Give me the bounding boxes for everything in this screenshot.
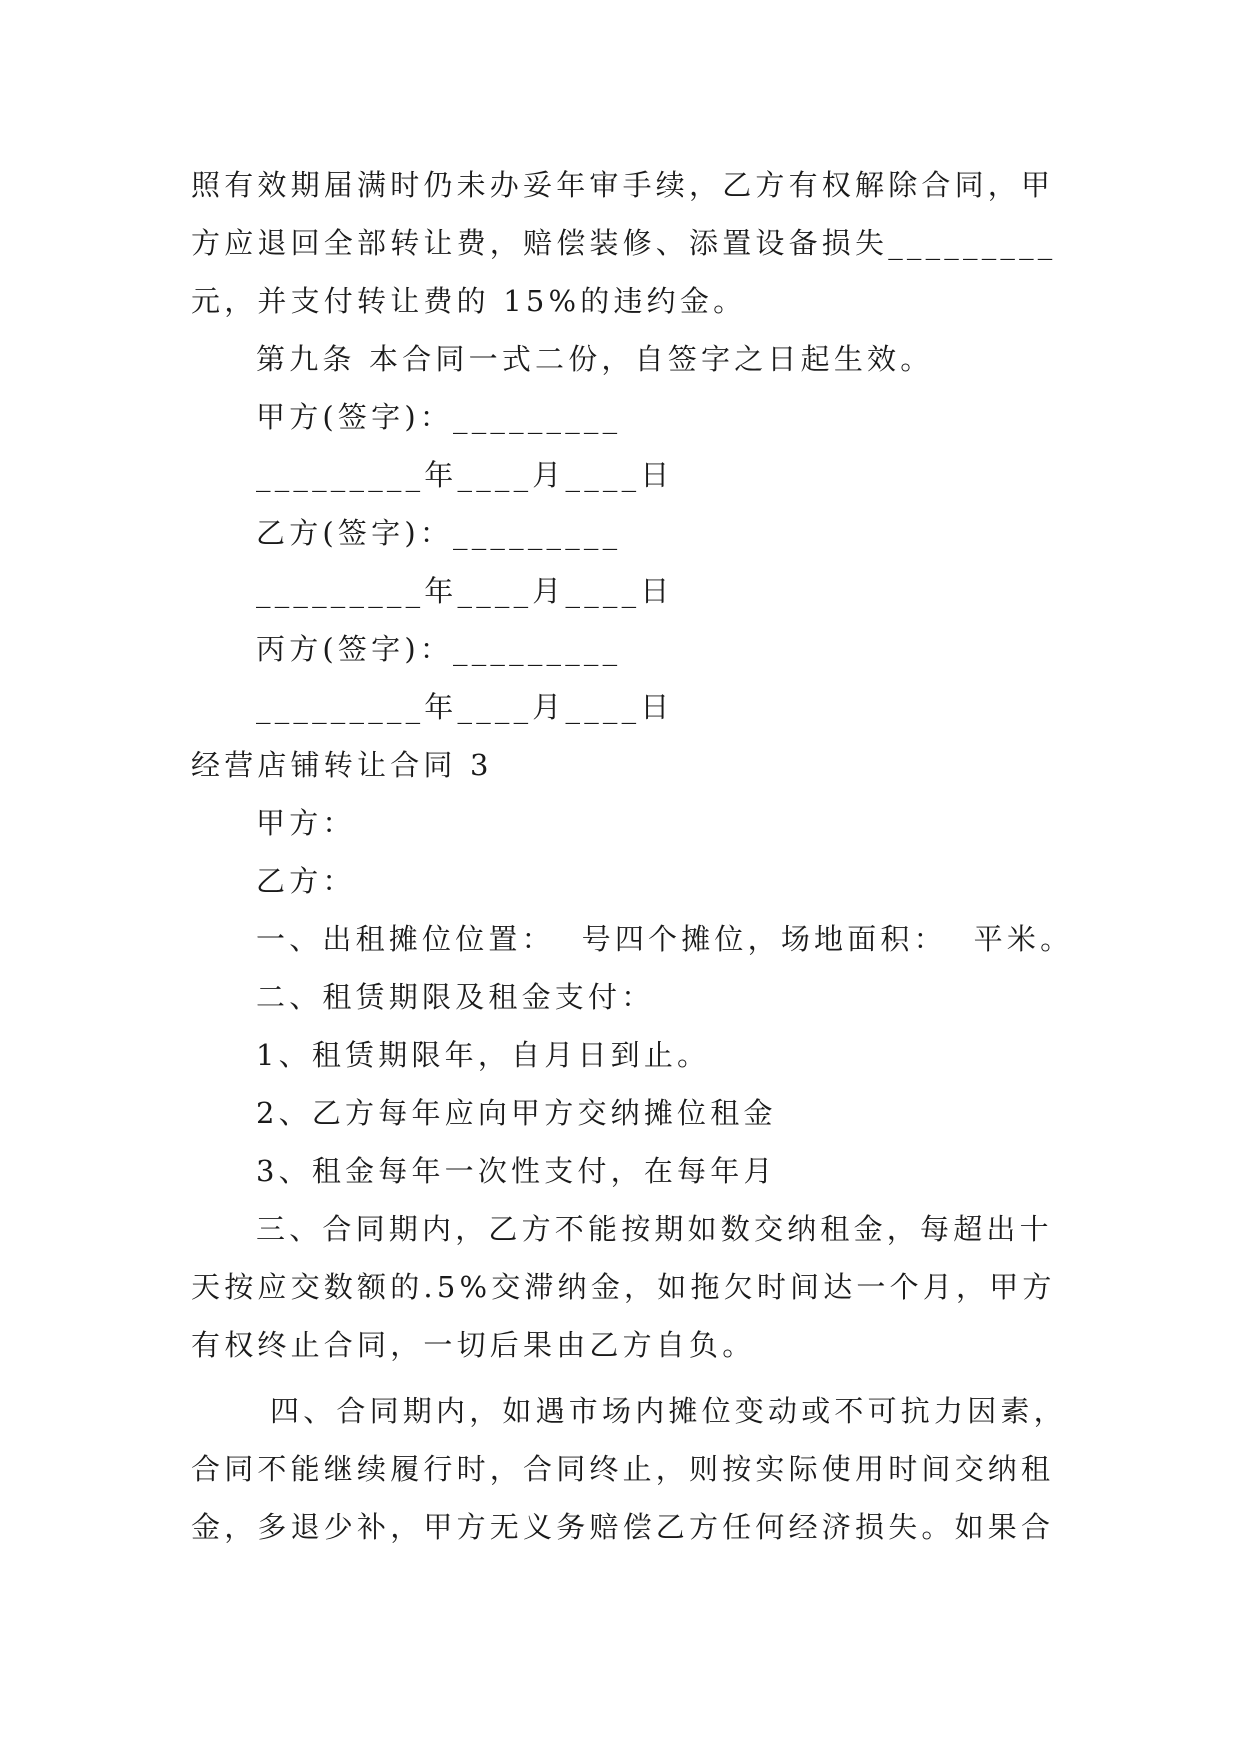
clause-one: 一、出租摊位位置： 号四个摊位，场地面积： 平米。 xyxy=(256,922,1074,956)
party-a-signature-line: 甲方(签字)：_________ xyxy=(256,400,622,434)
party-c-signature-line: 丙方(签字)：_________ xyxy=(256,632,622,666)
party-c-date-line: _________年____月____日 xyxy=(256,690,674,724)
article-nine-line: 第九条 本合同一式二份，自签字之日起生效。 xyxy=(256,342,934,376)
clause-two-item-2: 2、乙方每年应向甲方交纳摊位租金 xyxy=(256,1096,777,1130)
contract-heading: 经营店铺转让合同 3 xyxy=(191,748,493,782)
text-line: 方应退回全部转让费，赔偿装修、添置设备损失_________ xyxy=(191,226,1057,260)
clause-four: 四、合同期内，如遇市场内摊位变动或不可抗力因素， xyxy=(270,1394,1067,1428)
party-a-date-line: _________年____月____日 xyxy=(256,458,674,492)
text-line: 有权终止合同，一切后果由乙方自负。 xyxy=(191,1328,756,1362)
text-line: 元，并支付转让费的 15%的违约金。 xyxy=(191,284,747,318)
text-line: 金，多退少补，甲方无义务赔偿乙方任何经济损失。如果合 xyxy=(191,1510,1055,1544)
text-line: 合同不能继续履行时，合同终止，则按实际使用时间交纳租 xyxy=(191,1452,1055,1486)
party-b-signature-line: 乙方(签字)：_________ xyxy=(256,516,622,550)
party-b-label: 乙方： xyxy=(256,864,356,898)
party-a-label: 甲方： xyxy=(256,806,356,840)
text-line: 照有效期届满时仍未办妥年审手续，乙方有权解除合同，甲 xyxy=(191,168,1055,202)
text-line: 天按应交数额的.5%交滞纳金，如拖欠时间达一个月，甲方 xyxy=(191,1270,1056,1304)
clause-two-item-3: 3、租金每年一次性支付，在每年月 xyxy=(256,1154,777,1188)
clause-three: 三、合同期内，乙方不能按期如数交纳租金，每超出十 xyxy=(256,1212,1053,1246)
clause-two: 二、租赁期限及租金支付： xyxy=(256,980,655,1014)
party-b-date-line: _________年____月____日 xyxy=(256,574,674,608)
clause-two-item-1: 1、租赁期限年，自月日到止。 xyxy=(256,1038,711,1072)
